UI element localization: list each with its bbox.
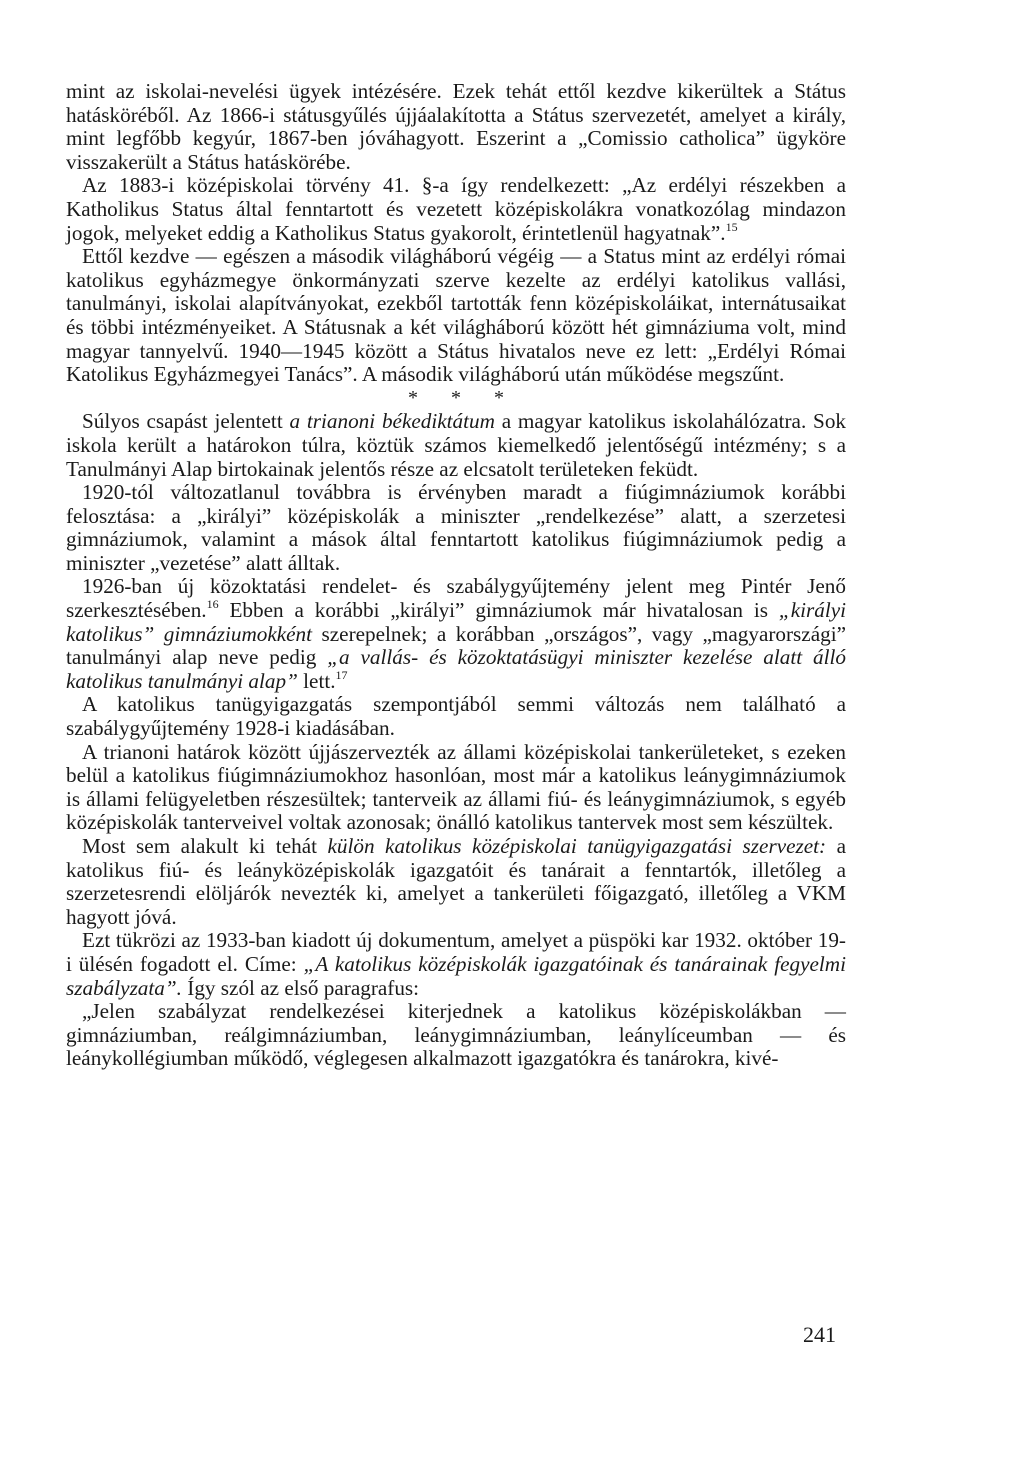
italic-text: „a vallás- és közoktatásügyi miniszter kezelése alatt álló katolikus tanulmányi alap” — [66, 645, 846, 693]
paragraph — [66, 174, 846, 245]
paragraph — [66, 1000, 846, 1071]
text-run: Ezt tükrözi az 1933-ban kiadott új dokumentum, amelyet a püspöki kar 1932. október 19-i ülésén fogadott el. Címe: — [66, 928, 846, 976]
italic-text: a trianoni békediktátum — [289, 409, 495, 434]
text-run: szerepelnek; a korábban „országos”, vagy „magyarországi” tanulmányi alap neve pedig — [66, 621, 846, 670]
text-run: a magyar katolikus iskolahálózatra. Sok iskola került a határokon túlra, köztük számos kiemelkedő jelentőségű intézmény; s a Tanulmányi Alap birtokainak jelentős része az elcsatolt területeken feküdt. — [66, 409, 847, 481]
italic-text: külön katolikus középiskolai tanügyigazgatási szervezet: — [327, 834, 827, 858]
text-run: a katolikus fiú- és leányközépiskolák igazgatóit és tanárait a fenntartók, illetőleg a szerzetesrendi elöljárók nevezték ki, amelyet a tankerületi főigazgató, illetőleg a VKM hagyott jóvá. — [66, 834, 846, 929]
paragraph — [66, 575, 846, 693]
footnote-ref: 17 — [335, 667, 348, 682]
footnote-ref: 15 — [725, 219, 738, 234]
section-divider: * * * — [408, 386, 504, 409]
text-run: Ettől kezdve — egészen a második világháború végéig — a Status mint az erdélyi római katolikus egyházmegye önkormányzati szerve kezelte az erdélyi katolikus vallási, tanulmányi, iskolai alapítványokat, ezekből tartották fenn középiskoláikat, internátusaikat és többi intézményeiket. A Státusnak a két világháború között hét gimnáziuma volt, mind magyar tannyelvű. 1940—1945 között a Státus hivatalos neve ez lett: „Erdélyi Római Katolikus Egyházmegyei Tanács”. A második világháború után működése megszűnt. — [66, 244, 846, 387]
body-text — [66, 80, 846, 1071]
text-run: 1920-tól változatlanul továbbra is érvényben maradt a fiúgimnáziumok korábbi felosztása: a „királyi” középiskolák a miniszter „rendelkezése” alatt, a szerzetesi gimnáziumok, valamint a mások által fenntartott katolikus fiúgimnáziumok pedig a miniszter „vezetése” alatt álltak. — [66, 480, 846, 575]
paragraph — [66, 693, 846, 740]
text-run: A trianoni határok között újjászervezték az állami középiskolai tankerületeket, s ezeken belül a katolikus fiúgimnáziumokhoz hasonlóan, most már a katolikus leánygimnáziumok is állami felügyeletben részesültek; tanterveik az állami fiú- és leánygimnáziumok, s egyéb középiskolák tanterveivel voltak azonosak; önálló katolikus tantervek most sem készültek. — [66, 739, 846, 835]
paragraph — [66, 741, 846, 835]
paragraph — [66, 80, 846, 174]
italic-text: „A katolikus középiskolák igazgatóinak és tanárainak fegyelmi szabályzata”. — [66, 951, 846, 1000]
text-run: A katolikus tanügyigazgatás szempontjából semmi változás nem található a szabálygyűjtemény 1928-i kiadásában. — [66, 692, 846, 741]
text-run: Súlyos csapást jelentett — [82, 409, 290, 434]
text-run: mint az iskolai-nevelési ügyek intézésére. Ezek tehát ettől kezdve kikerültek a Státus hatásköréből. Az 1866-i státusgyűlés újjáalakította a Státus szervezetét, amelyet a király, mint legfőbb kegyúr, 1867-ben jóváhagyott. Eszerint a „Comissio catholica” ügyköre visszakerült a Státus hatáskörébe. — [66, 79, 846, 174]
text-run: Ebben a korábbi „királyi” gimnáziumok már hivatalosan is — [218, 598, 779, 623]
text-run: lett. — [297, 668, 336, 693]
page-number: 241 — [803, 1322, 836, 1347]
paragraph — [66, 835, 846, 929]
paragraph — [66, 481, 846, 575]
paragraph — [66, 929, 846, 1000]
text-run: Most sem alakult ki tehát — [82, 834, 328, 858]
italic-text: „királyi katolikus” gimnáziumokként — [66, 598, 846, 646]
footnote-ref: 16 — [206, 597, 219, 612]
text-run: Így szól az első paragrafus: — [181, 975, 420, 1000]
text-run: 1926-ban új közoktatási rendelet- és szabálygyűjtemény jelent meg Pintér Jenő szerkesztésében. — [66, 574, 846, 623]
paragraph — [66, 410, 846, 481]
text-run: „Jelen szabályzat rendelkezései kiterjednek a katolikus középiskolákban — gimnáziumban, reálgimnáziumban, leánygimnáziumban, leánylíceumban — és leánykollégiumban működő, véglegesen alkalmazott igazgatókra és tanárokra, kivé- — [66, 999, 846, 1071]
paragraph — [66, 245, 846, 387]
text-run: Az 1883-i középiskolai törvény 41. §-a így rendelkezett: „Az erdélyi részekben a Katholikus Status által fenntartott és vezetett középiskolákra vonatkozólag mindazon jogok, melyeket eddig a Katholikus Status gyakorolt, érintetlenül hagyatnak”. — [66, 173, 846, 245]
